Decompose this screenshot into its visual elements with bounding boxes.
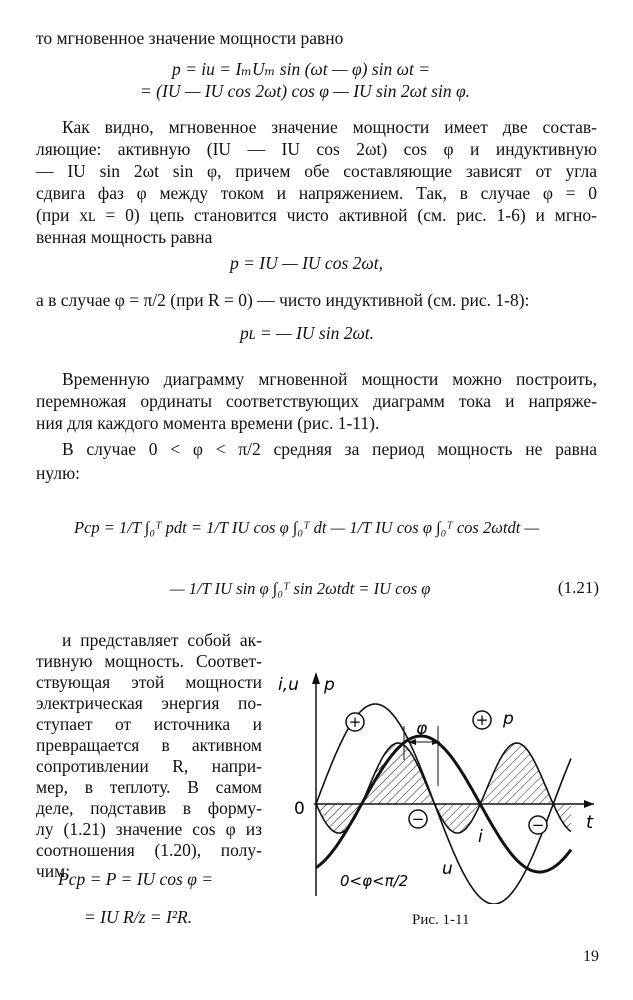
vertical-axis-arrow xyxy=(312,672,320,684)
paragraph-line: перемножая ординаты соответствующих диаграмм тока и напряже- xyxy=(36,391,597,411)
column-line: деле, подставив в форму- xyxy=(36,798,262,818)
paragraph-line: (при xʟ = 0) цепь становится чисто активной (см. рис. 1-6) и мгно- xyxy=(36,205,597,225)
formula-power-2: = (IU — IU cos 2ωt) cos φ — IU sin 2ωt sin φ. xyxy=(140,81,471,101)
plus-label-1: + xyxy=(348,713,362,731)
curve-label-i: i xyxy=(478,827,483,847)
axis-label-p: p xyxy=(324,675,335,695)
formula-active: p = IU — IU cos 2ωt, xyxy=(230,253,383,273)
column-line: ствующая этой мощности xyxy=(36,672,262,692)
intro-line: то мгновенное значение мощности равно xyxy=(36,28,344,48)
figure-caption: Рис. 1-11 xyxy=(412,912,470,928)
paragraph-line: венная мощность равна xyxy=(36,227,213,247)
paragraph-line: В случае 0 < φ < π/2 средняя за период мощность не равна xyxy=(62,439,597,459)
condition-label: 0<φ<π/2 xyxy=(340,872,409,890)
t-axis-arrow xyxy=(584,800,594,808)
curve-label-u: u xyxy=(442,859,453,879)
equation-number: (1.21) xyxy=(557,578,599,597)
column-line: и представляет собой ак- xyxy=(62,630,262,650)
paragraph-line: сдвига фаз φ между током и напряжением. Так, в случае φ = 0 xyxy=(36,183,597,203)
formula-power-result-2: = IU R/z = I²R. xyxy=(84,907,193,927)
plus-label-2: + xyxy=(475,711,489,729)
formula-average-2: — 1/T IU sin φ ∫₀ᵀ sin 2ωtdt = IU cos φ xyxy=(170,579,431,598)
column-line: соотношения (1.20), полу- xyxy=(36,840,262,860)
paragraph-line: ляющие: активную (IU — IU cos 2ωt) cos φ и индуктивную xyxy=(36,139,597,159)
paragraph-line: ния для каждого момента времени (рис. 1-11). xyxy=(36,413,380,433)
curve-label-p: p xyxy=(503,709,514,729)
column-line: сопротивлении R, напри- xyxy=(36,756,262,776)
phi-label: φ xyxy=(416,719,428,739)
figure-1-11 xyxy=(276,668,606,904)
origin-label: 0 xyxy=(294,799,305,819)
page-number: 19 xyxy=(583,948,599,965)
formula-average-1: Pср = 1/T ∫₀ᵀ pdt = 1/T IU cos φ ∫₀ᵀ dt — 1/T IU cos φ ∫₀ᵀ cos 2ωtdt — xyxy=(74,518,540,537)
axis-label-iu: i,u xyxy=(278,675,299,695)
paragraph-line: Временную диаграмму мгновенной мощности можно построить, xyxy=(62,369,597,389)
minus-label-2: − xyxy=(531,816,545,834)
minus-label-1: − xyxy=(411,810,425,828)
formula-inductive: pʟ = — IU sin 2ωt. xyxy=(240,323,375,343)
axis-label-t: t xyxy=(586,812,594,833)
column-line: мер, в теплоту. В самом xyxy=(36,777,262,797)
column-line: тивную мощность. Соответ- xyxy=(36,651,262,671)
column-line: чим: xyxy=(36,861,71,881)
paragraph-line: — IU sin 2ωt sin φ, причем обе составляющие зависят от угла xyxy=(36,161,597,181)
column-line: лу (1.21) значение cos φ из xyxy=(36,819,262,839)
column-line: превращается в активном xyxy=(36,735,262,755)
formula-power-1: p = iu = IₘUₘ sin (ωt — φ) sin ωt = xyxy=(172,59,431,79)
paragraph-line: нулю: xyxy=(36,463,81,483)
formula-power-result-1: Pср = P = IU cos φ = xyxy=(58,869,214,889)
column-line: электрическая энергия по- xyxy=(36,693,262,713)
case-line: а в случае φ = π/2 (при R = 0) — чисто индуктивной (см. рис. 1-8): xyxy=(36,290,530,310)
column-line: ступает от источника и xyxy=(36,714,262,734)
paragraph-line: Как видно, мгновенное значение мощности имеет две состав- xyxy=(62,117,597,137)
